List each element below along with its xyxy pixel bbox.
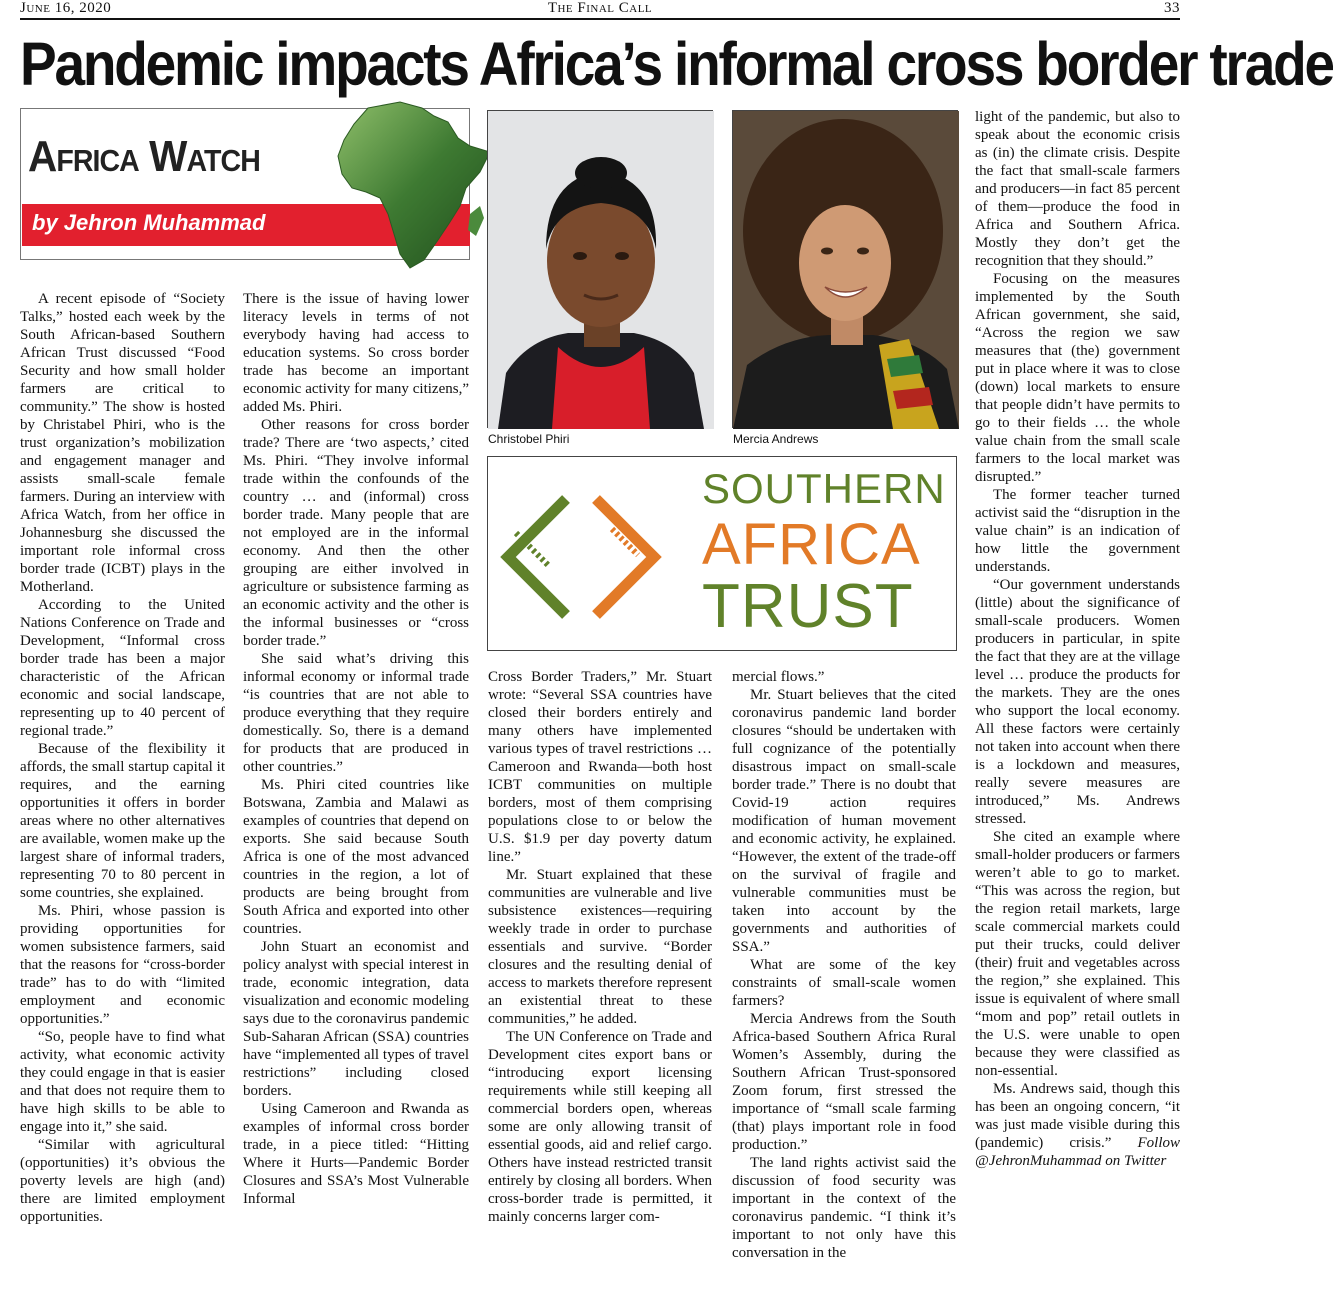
paragraph: Ms. Phiri cited countries like Botswana, Zambia and Malawi as examples of countries that depend on exports. She said because South Africa is one of the most advanced countries in the region, a lot of products are being brought from South Africa and exported into other countries. — [243, 777, 469, 937]
paragraph: What are some of the key constraints of small-scale women farmers? — [732, 957, 956, 1009]
publication-name: The Final Call — [547, 0, 653, 16]
christobel-phiri-photo — [487, 110, 713, 428]
paragraph: Mr. Stuart explained that these communities are vulnerable and live subsistence existences—requiring weekly trade in order to purchase essentials and survive. “Border closures and the resulting denial of access to markets therefore represent an existential threat to these communities,” he added. — [488, 867, 712, 1027]
paragraph: The former teacher turned activist said the “disruption in the value chain” is an indication of how little the government understands. — [975, 487, 1180, 575]
paragraph: “Our government understands (little) about the significance of small-scale producers. Women producers in particular, in spite the fact that they are at the village level … produce the products for the markets. They are the ones who support the local economy. All these factors were certainly not taken into account when there is a lockdown and measures, really severe measures are introduced,” Ms. Andrews stressed. — [975, 577, 1180, 827]
photo-caption-andrews: Mercia Andrews — [733, 432, 819, 446]
column-banner — [20, 108, 486, 260]
article-column-1 — [20, 290, 225, 1286]
paragraph: She said what’s driving this informal economy or informal trade “is countries that are not able to produce everything that they require domestically. So, there is a demand for products that are produced in other countries.” — [243, 651, 469, 775]
paragraph-text: Ms. Andrews said, though this has been an ongoing concern, “it was just made visible during this (pandemic) crisis.” — [975, 1081, 1180, 1151]
photo-caption-phiri: Christobel Phiri — [488, 432, 570, 446]
paragraph: Using Cameroon and Rwanda as examples of informal cross border trade, in a piece titled: “Hitting Where it Hurts—Pandemic Border Closures and SSA’s Most Vulnerable Informal — [243, 1101, 469, 1207]
southern-africa-trust-logo — [487, 456, 957, 651]
author-signoff: Follow @JehronMuhammad on Twitter — [975, 1135, 1181, 1169]
paragraph: Other reasons for cross border trade? There are ‘two aspects,’ cited Ms. Phiri. “They involve informal trade within the confounds of the country … and (informal) cross border trade. Many people that are not employed are in the informal economy. And then the other grouping are either involved in agriculture or subsistence farming as an economic activity and the other is the informal businesses or “cross border trade.” — [243, 417, 469, 649]
paragraph: There is the issue of having lower literacy levels in terms of not everybody having had access to education systems. So cross border trade has become an important economic activity for many citizens,” added Ms. Phiri. — [243, 291, 469, 415]
article-column-2 — [243, 290, 469, 1286]
africa-map-icon — [330, 94, 500, 276]
paragraph: Ms. Phiri, whose passion is providing opportunities for women subsistence farmers, said that the reasons for “cross-border trade” has to do with “limited employment and economic opportunities.” — [20, 903, 225, 1027]
folio-rule — [20, 18, 1180, 20]
paragraph: Mercia Andrews from the South Africa-based Southern Africa Rural Women’s Assembly, during the Southern African Trust-sponsored Zoom forum, first stressed the importance of “small scale farming (that) plays important role in food production.” — [732, 1011, 956, 1153]
article-column-4 — [732, 668, 956, 1286]
paragraph: Cross Border Traders,” Mr. Stuart wrote: “Several SSA countries have closed their borders entirely and many others have implemented various types of travel restrictions … Cameroon and Rwanda—both host ICBT communities on multiple borders, most of them comprising populations close to or below the U.S. $1.9 per day poverty datum line.” — [488, 669, 712, 865]
mercia-andrews-photo — [732, 110, 958, 428]
article-column-3 — [488, 668, 712, 1286]
logo-word-africa: AFRICA — [702, 512, 921, 577]
paragraph: John Stuart an economist and policy analyst with special interest in trade, economic integration, data visualization and economic modeling says due to the coronavirus pandemic Sub-Saharan African (SSA) countries have “implemented all types of travel restrictions” including closed borders. — [243, 939, 469, 1099]
paragraph: light of the pandemic, but also to speak about the economic crisis as (in) the climate crisis. Despite the fact that small-scale farmers and producers—in fact 85 percent of them—produce the food in Africa and Southern Africa. Mostly they don’t get the recognition that they should.” — [975, 109, 1180, 269]
page-folio — [20, 0, 1180, 20]
logo-word-southern: SOUTHERN — [702, 465, 946, 512]
page-number: 33 — [1164, 0, 1180, 16]
paragraph: Mr. Stuart believes that the cited coronavirus pandemic land border closures “should be undertaken with full cognizance of the potentially disastrous impact on small-scale border trade.” There is no doubt that Covid-19 action requires modification of human movement and economic activity, he explained. “However, the extent of the trade-off on the survival of fragile and vulnerable communities must be taken into account by the governments and authorities of SSA.” — [732, 687, 956, 955]
portrait-image — [733, 111, 959, 429]
paragraph: Because of the flexibility it affords, the small startup capital it requires, and the earning opportunities it offers in border areas where no other alternatives are available, women make up the largest share of informal traders, representing 70 to 80 percent in some countries, she explained. — [20, 741, 225, 901]
byline: by Jehron Muhammad — [32, 210, 266, 235]
paragraph-final — [975, 1080, 1180, 1170]
issue-date: June 16, 2020 — [20, 0, 112, 16]
paragraph: “So, people have to find what activity, what economic activity they could engage in that is easier and that does not require them to have high skills to be able to engage into it,” she said. — [20, 1029, 225, 1135]
column-title: Africa Watch — [28, 132, 260, 181]
paragraph: Focusing on the measures implemented by the South African government, she said, “Across the region we saw measures that (the) government put in place where it was to close (down) local markets to ensure that people didn’t have permits to go to their fields … the whole value chain from the small scale farmers to the local market was disrupted.” — [975, 271, 1180, 485]
chevron-logo-icon — [488, 457, 688, 652]
logo-word-trust: TRUST — [702, 572, 914, 641]
article-headline: Pandemic impacts Africa’s informal cross border trade — [20, 28, 1333, 99]
paragraph: The UN Conference on Trade and Development cites export bans or “introducing export licensing requirements while still keeping all commercial borders open, whereas some are only allowing transit of essential goods, aid and relief cargo. Others have instead restricted transit entirely by closing all borders. When cross-border trade is permitted, it mainly concerns larger com- — [488, 1029, 712, 1225]
portrait-image — [488, 111, 714, 429]
paragraph: mercial flows.” — [732, 669, 825, 685]
paragraph: “Similar with agricultural (opportunities) it’s obvious the poverty levels are high (and) there are limited employment opportunities. — [20, 1137, 225, 1225]
article-column-5 — [975, 108, 1180, 1286]
paragraph: The land rights activist said the discussion of food security was important in the context of the coronavirus pandemic. “I think it’s important to not only have this conversation in the — [732, 1155, 956, 1261]
paragraph: She cited an example where small-holder producers or farmers weren’t able to go to market. “This was across the region, but the region retail markets, large scale commercial markets could put their trucks, could deliver (their) fruit and vegetables across the region,” she explained. This issue is equivalent of where small “mom and pop” retail outlets in the U.S. were unable to open because they were classified as non-essential. — [975, 829, 1180, 1079]
paragraph: According to the United Nations Conference on Trade and Development, “Informal cross border trade has been a major characteristic of the African economic and social landscape, representing up to 40 percent of regional trade.” — [20, 597, 225, 739]
paragraph: A recent episode of “Society Talks,” hosted each week by the South African-based Southern African Trust discussed “Food Security and how small holder farmers are critical to community.” The show is hosted by Christabel Phiri, who is the trust organization’s mobilization and engagement manager and assists small-scale female farmers. During an interview with Africa Watch, from her office in Johannesburg she discussed the important role informal cross border trade (ICBT) plays in the Motherland. — [20, 291, 225, 595]
